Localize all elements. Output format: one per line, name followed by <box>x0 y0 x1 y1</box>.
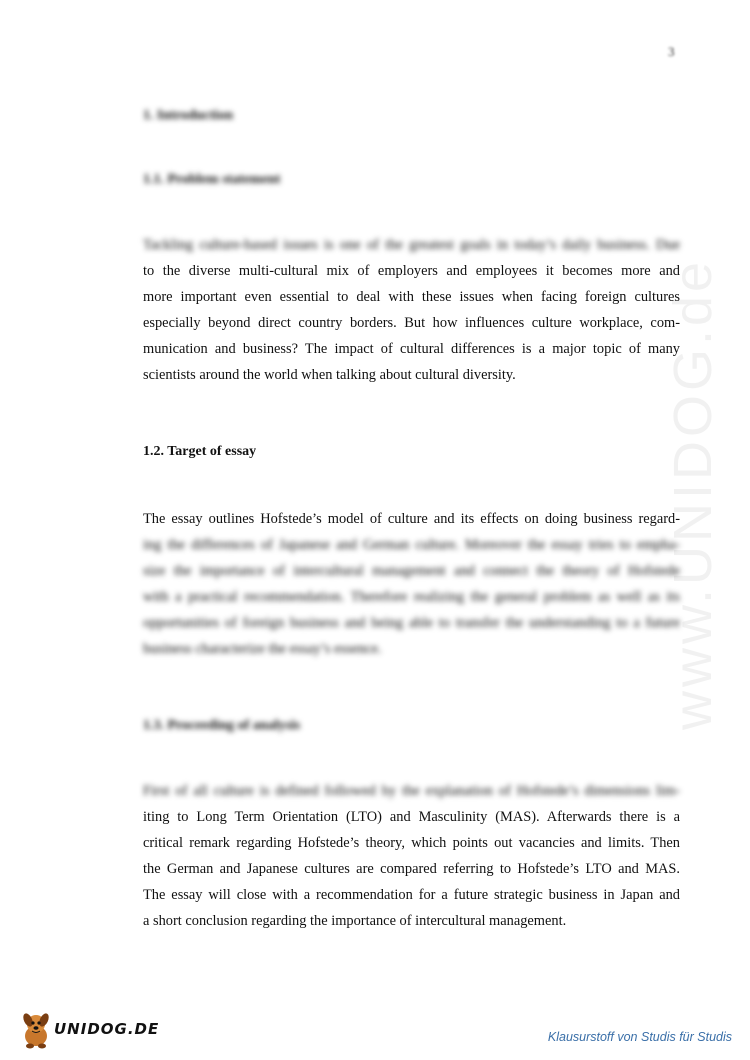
watermark: www.UNIDOG.de <box>663 257 723 730</box>
dog-mascot-icon <box>20 1010 54 1050</box>
paragraph-line: ing the differences of Japanese and German culture. Moreover the essay tries to empha- <box>143 537 680 553</box>
logo-text: UNIDOG.DE <box>54 1020 160 1038</box>
paragraph-line: more important even essential to deal with these issues when facing foreign cultures <box>143 289 680 305</box>
page-number: 3 <box>668 44 675 59</box>
paragraph-line: the German and Japanese cultures are compared referring to Hofstede’s LTO and MAS. <box>143 861 680 877</box>
paragraph-line: The essay will close with a recommendation for a future strategic business in Japan and <box>143 887 680 903</box>
paragraph-line: especially beyond direct country borders. But how influences culture workplace, com- <box>143 315 680 331</box>
problem-statement-paragraph <box>143 232 680 388</box>
footer-tagline: Klausurstoff von Studis für Studis <box>547 1030 732 1044</box>
target-of-essay-paragraph <box>143 506 680 662</box>
paragraph-line: opportunities of foreign business and being able to transfer the understanding to a future <box>143 615 680 631</box>
paragraph-line: First of all culture is defined followed by the explanation of Hofstede’s dimensions lim- <box>143 783 680 799</box>
paragraph-line: size the importance of intercultural management and connect the theory of Hofstede <box>143 563 680 579</box>
paragraph-line: Tackling culture-based issues is one of the greatest goals in today’s daily business. Due <box>143 237 680 253</box>
section-heading-target-of-essay: 1.2. Target of essay <box>143 444 257 459</box>
paragraph-line: a short conclusion regarding the importance of intercultural management. <box>143 913 567 929</box>
paragraph-line: The essay outlines Hofstede’s model of culture and its effects on doing business regard- <box>143 511 680 527</box>
paragraph-line: to the diverse multi-cultural mix of employers and employees it becomes more and <box>143 263 680 279</box>
section-heading-introduction: 1. Introduction <box>143 108 233 123</box>
paragraph-line: critical remark regarding Hofstede’s theory, which points out vacancies and limits. Then <box>143 835 680 851</box>
section-heading-problem-statement: 1.1. Problem statement <box>143 172 281 187</box>
unidog-logo[interactable] <box>20 1010 160 1050</box>
paragraph-line: iting to Long Term Orientation (LTO) and Masculinity (MAS). Afterwards there is a <box>143 809 680 825</box>
proceeding-of-analysis-paragraph <box>143 778 680 934</box>
paragraph-line: scientists around the world when talking about cultural diversity. <box>143 367 516 383</box>
paragraph-line: with a practical recommendation. Therefore realizing the general problem as well as its <box>143 589 680 605</box>
paragraph-line: business characterize the essay’s essence. <box>143 641 382 657</box>
paragraph-line: munication and business? The impact of cultural differences is a major topic of many <box>143 341 680 357</box>
section-heading-proceeding-of-analysis: 1.3. Proceeding of analysis <box>143 718 301 733</box>
